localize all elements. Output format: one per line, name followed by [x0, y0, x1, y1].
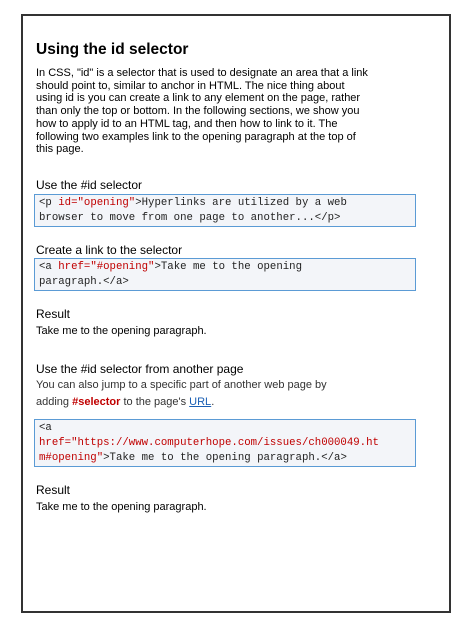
section-body-line	[36, 394, 214, 411]
code-attribute: href="#opening"	[58, 261, 155, 273]
intro-line: how to apply id to an HTML tag, and then how to link to it. The	[36, 117, 338, 130]
url-link[interactable]: URL	[189, 396, 212, 408]
code-block-another-page	[34, 419, 416, 467]
code-attribute: href="https://www.computerhope.com/issues/ch000049.ht	[39, 437, 379, 449]
body-text: .	[211, 396, 215, 408]
code-text: paragraph.</a>	[39, 276, 129, 288]
intro-line: In CSS, "id" is a selector that is used to designate an area that a link	[36, 67, 368, 79]
code-block-id-selector	[34, 194, 416, 227]
section-heading-create-link: Create a link to the selector	[36, 243, 183, 257]
result-heading: Result	[36, 307, 71, 321]
code-tag: <p	[39, 197, 59, 209]
result-heading: Result	[36, 483, 71, 497]
code-text: >Take me to the opening paragraph.</a>	[103, 452, 347, 464]
intro-line: should point to, similar to anchor in HTML. The nice thing about	[36, 79, 345, 92]
code-tag: <a	[39, 422, 52, 434]
intro-line: this page.	[36, 143, 84, 156]
code-attribute: id="opening"	[58, 197, 136, 209]
result-text: Take me to the opening paragraph.	[36, 325, 207, 337]
code-text: browser to move from one page to another...</p>	[39, 212, 341, 224]
intro-line: following two examples link to the opening paragraph at the top of	[36, 130, 356, 143]
intro-line: than only the top or bottom. In the following sections, we show you	[36, 105, 360, 118]
page-title: Using the id selector	[36, 41, 189, 58]
body-text: to the page's	[120, 396, 190, 408]
intro-line: using id is you can create a link to any element on the page, rather	[36, 92, 361, 105]
code-block-create-link	[34, 258, 416, 291]
section-body-line: You can also jump to a specific part of another web page by	[36, 379, 327, 391]
code-tag: <a	[39, 261, 59, 273]
code-attribute: m#opening"	[39, 452, 104, 464]
code-text: >Hyperlinks are utilized by a web	[135, 197, 347, 209]
result-text: Take me to the opening paragraph.	[36, 501, 207, 513]
intro-paragraph	[36, 67, 408, 156]
section-heading-another-page: Use the #id selector from another page	[36, 362, 244, 376]
section-heading-id-selector: Use the #id selector	[36, 178, 143, 192]
code-text: >Take me to the opening	[154, 261, 302, 273]
body-text: adding	[36, 396, 73, 408]
selector-keyword: #selector	[72, 396, 121, 408]
